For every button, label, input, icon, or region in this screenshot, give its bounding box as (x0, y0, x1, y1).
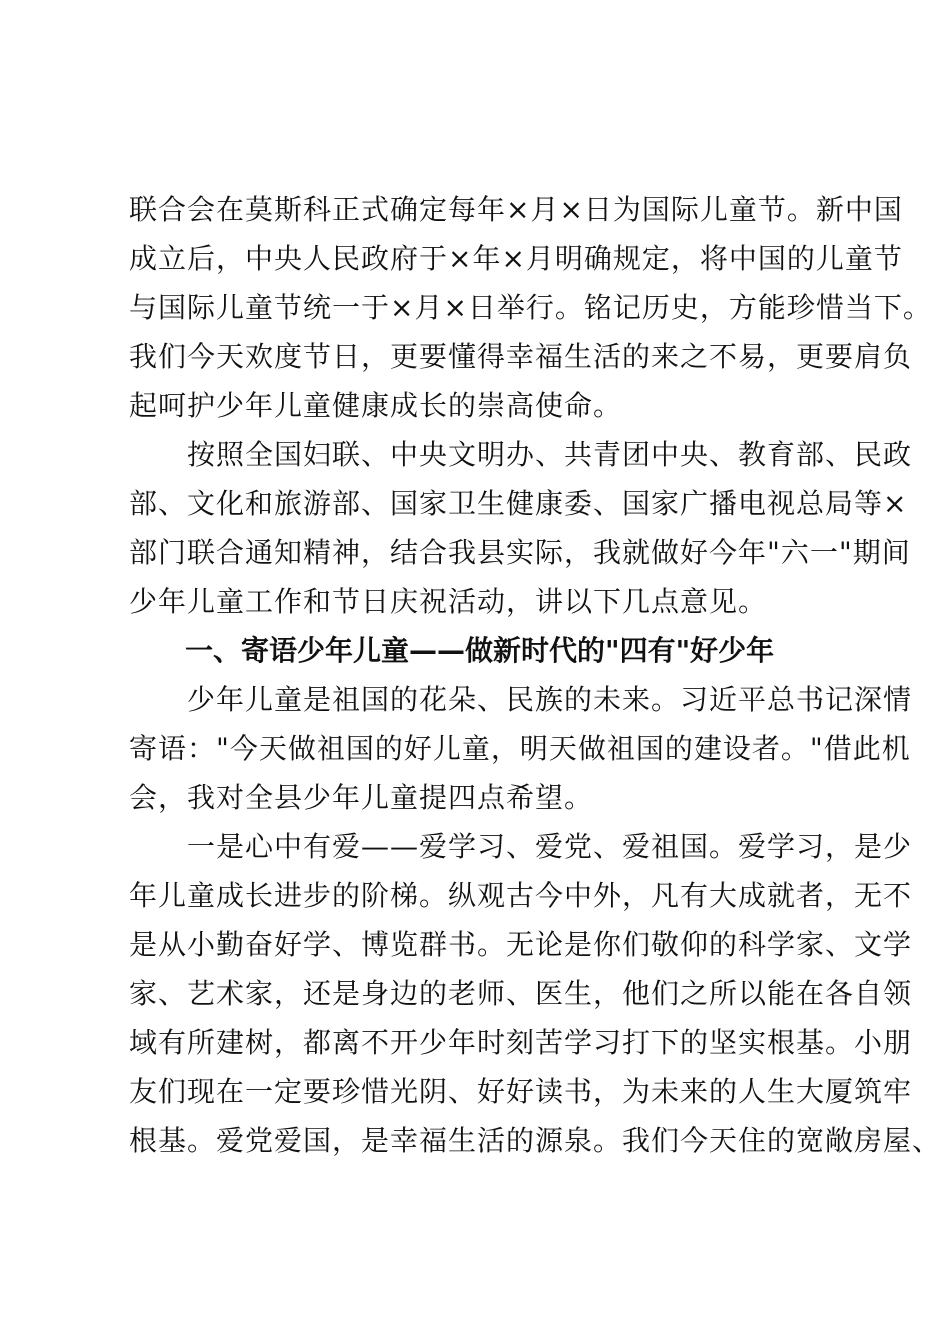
text-line: 一是心中有爱——爱学习、爱党、爱祖国。爱学习，是少 (129, 830, 913, 863)
text-line: 联合会在莫斯科正式确定每年×月×日为国际儿童节。新中国 (129, 193, 903, 226)
body-text (129, 185, 942, 1165)
text-line: 部门联合通知精神，结合我县实际，我就做好今年"六一"期间 (129, 536, 911, 569)
text-line: 域有所建树，都离不开少年时刻苦学习打下的坚实根基。小朋 (129, 1026, 913, 1059)
text-line: 少年儿童工作和节日庆祝活动，讲以下几点意见。 (129, 585, 768, 618)
text-line: 我们今天欢度节日，更要懂得幸福生活的来之不易，更要肩负 (129, 340, 913, 373)
text-line: 家、艺术家，还是身边的老师、医生，他们之所以能在各自领 (129, 977, 913, 1010)
text-line: 友们现在一定要珍惜光阴、好好读书，为未来的人生大厦筑牢 (129, 1075, 913, 1108)
text-line: 少年儿童是祖国的花朵、民族的未来。习近平总书记深情 (129, 683, 913, 716)
text-line: 起呵护少年儿童健康成长的崇高使命。 (129, 389, 623, 422)
text-line: 寄语："今天做祖国的好儿童，明天做祖国的建设者。"借此机 (129, 732, 911, 765)
text-line: 是从小勤奋好学、博览群书。无论是你们敬仰的科学家、文学 (129, 928, 913, 961)
text-line: 年儿童成长进步的阶梯。纵观古今中外，凡有大成就者，无不 (129, 879, 913, 912)
section-heading: 一、寄语少年儿童——做新时代的"四有"好少年 (129, 634, 775, 667)
text-line: 会，我对全县少年儿童提四点希望。 (129, 781, 594, 814)
text-line: 与国际儿童节统一于×月×日举行。铭记历史，方能珍惜当下。 (129, 291, 932, 324)
text-line: 按照全国妇联、中央文明办、共青团中央、教育部、民政 (129, 438, 913, 471)
text-line: 根基。爱党爱国，是幸福生活的源泉。我们今天住的宽敞房屋、 (129, 1124, 942, 1157)
text-line: 部、文化和旅游部、国家卫生健康委、国家广播电视总局等× (129, 487, 908, 520)
text-line: 成立后，中央人民政府于×年×月明确规定，将中国的儿童节 (129, 242, 903, 275)
